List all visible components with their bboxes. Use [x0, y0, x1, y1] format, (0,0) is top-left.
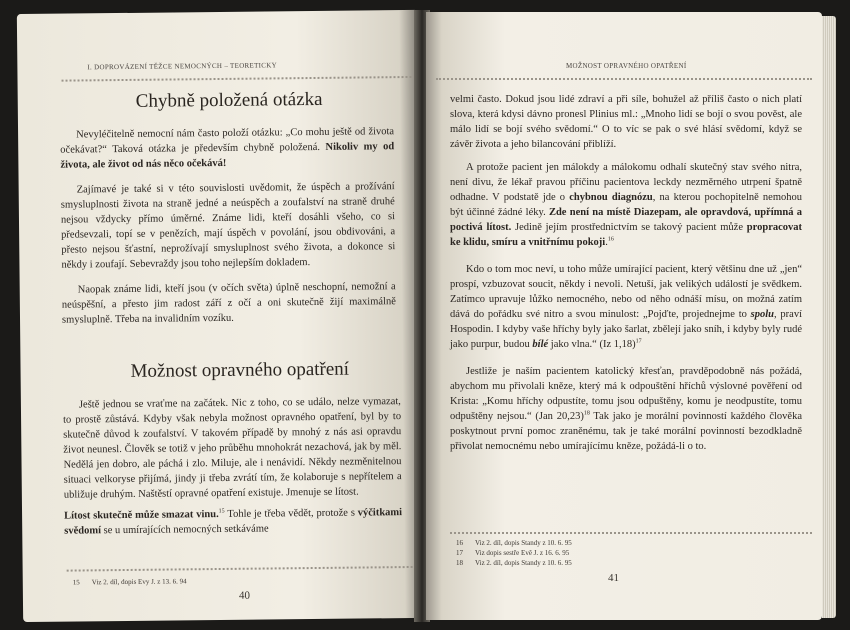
page-number: 40 — [238, 589, 250, 602]
left-text-block-1 — [60, 124, 396, 327]
paragraph: Naopak známe lidi, kteří jsou (v očích světa) úplně neschopní, nemožní a neúspěšní, a přesto jim radost září z očí a oni skutečně žijí maximálně smysluplně. Třeba na invalidním vozíku. — [61, 281, 396, 326]
footnote: 15 Viz 2. díl, dopis Evy J. z 13. 6. 94 — [72, 577, 187, 587]
footnotes-left — [73, 576, 187, 587]
footnotes-right — [456, 538, 572, 568]
emphasis-text: Zde není na místě Diazepam, ale opravdová, upřímná a poctivá lítost. — [450, 207, 802, 233]
paragraph: Ještě jednou se vraťme na začátek. Nic z toho, co se událo, nelze vymazat, to prostě zůstává. Kdyby však nebyla možnost opravného opatření, byl by to skutečně důvod k zoufalství. V takovém případě by mnohý z nás asi opravdu život neunesl. Člověk se totiž v jeho průběhu mnohokrát nezachová, jak by měl. Nedělá jen dobro, ale páchá i zlo. Miluje, ale i nenávidí. Někdy nezměnitelnou situaci velkoryse přijímá, jindy ji třeba zvrátí tím, že kolaboruje s nepřítelem a ubližuje druhým. Naštěstí opravné opatření existuje. Jmenuje se lítost. — [63, 396, 402, 501]
emphasis-text: chybnou diagnózu — [569, 192, 653, 203]
footnote-ref[interactable]: 16 — [607, 236, 614, 243]
emphasis-text: bílé — [532, 339, 549, 350]
running-head-right: MOŽNOST OPRAVNÉHO OPATŘENÍ — [566, 62, 687, 70]
footnote-ref[interactable]: 15 — [218, 508, 225, 515]
footnote-ref[interactable]: 17 — [635, 338, 642, 345]
paragraph: Zajímavé je také si v této souvislosti uvědomit, že úspěch a prožívání smysluplnosti života na straně jedné a neúspěch a zoufalství na straně druhé nejsou vždycky přímo úměrné. Známe lidi, kteří dosáhli všeho, co si předsevzali, topí se v penězích, mají úspěch v povolání, jsou obdivováni, a přesto nejsou šťastní, neprožívají smysluplnost svého života, a dokonce si někdy i zoufají. Sebevraždy jsou toho nejlepším dokladem. — [60, 181, 396, 271]
emphasis-text: výčitkami svědomí — [64, 507, 403, 537]
footnote-ref[interactable]: 18 — [583, 410, 590, 417]
paragraph: Jestliže je naším pacientem katolický křesťan, pravděpodobně nás požádá, abychom mu přivolali kněze, který má k odpouštění hříchů výslovné pověření od Krista: „Komu hříchy odpustíte, tomu jsou odpuštěny, komu je neodpustíte, tomu odpuštěny nejsou.“ (Jan 20,23)$^{18}$ Tak jako je morální povinností každého člověka poskytnout první pomoc zraněnému, tak je také morální povinností bezodkladně přivolat nemocnému nebo umírajícímu kněze, požádá-li o to. — [450, 366, 802, 452]
section-heading: Možnost opravného opatření — [130, 358, 350, 382]
emphasis-text: Nikoliv my od života, ale život od nás něco očekává! — [60, 141, 395, 171]
left-page — [17, 10, 421, 622]
page-edges — [822, 16, 836, 618]
paragraph: A protože pacient jen málokdy a málokomu odhalí skutečný stav svého nitra, není divu, že lékař pravou příčinu pacientova leckdy nezměrného utrpení špatně odhadne. V podstatě jde o chybnou diagnózu, na kterou pochopitelně nemohou být účinné žádné léky. Zde není na místě Diazepam, ale opravdová, upřímná a poctivá lítost. Jedině jejím prostřednictvím se takový pacient může propracovat ke klidu, smíru a vnitřnímu pokoji.$^{16}$ — [450, 162, 803, 248]
paragraph: Lítost skutečně může smazat vinu.$^{15}$ Tohle je třeba vědět, protože s výčitkami svědomí se u umírajících nemocných setkáváme — [64, 507, 403, 537]
header-dotted-rule — [436, 78, 812, 80]
page-number: 41 — [608, 572, 619, 584]
header-dotted-rule — [62, 76, 412, 82]
footnote: 18 Viz 2. díl, dopis Standy z 10. 6. 95 — [456, 559, 572, 567]
footnote: 16 Viz 2. díl, dopis Standy z 10. 6. 95 — [456, 539, 572, 547]
emphasis-text: propracovat ke klidu, smíru a vnitřnímu pokoji — [450, 222, 803, 248]
footnote: 17 Viz dopis sestře Evě J. z 16. 6. 95 — [456, 549, 570, 557]
footnote-dotted-rule — [67, 566, 417, 572]
paragraph: velmi často. Dokud jsou lidé zdraví a při síle, bohužel až příliš často o nich platí slova, která kdysi dávno pronesl Plinius ml.: „Mnoho lidí se bojí o svou pověst, ale málo lidí se bojí svého svědomí.“ O to víc se pak o své hlásí svědomí, když se závěr života a jeho bilancování přiblíží. — [450, 94, 802, 150]
footnote-dotted-rule — [450, 532, 812, 534]
paragraph: Kdo o tom moc neví, u toho může umírající pacient, který většinu dne už „jen“ prospí, vzbuzovat soucit, někdy i nevoli. Netuší, jak velikých událostí je svědkem. Zatímco upravuje lůžko nemocného, nebo od něho odnáší mísu, on možná zatím dává do pořádku své nitro a svou minulost: „Pojďte, projednejme to spolu, praví Hospodin. I kdyby vaše hříchy byly jako šarlat, zbělejí jako sníh, i kdyby byly rudé jako purpur, budou bílé jako vlna.“ (Iz 1,18)$^{17}$ — [450, 264, 802, 350]
emphasis-text: Lítost skutečně může smazat vinu. — [64, 509, 219, 522]
right-page — [426, 12, 822, 620]
right-text-block — [450, 92, 802, 454]
section-heading: Chybně položená otázka — [135, 88, 323, 112]
emphasis-text: spolu — [750, 309, 775, 320]
left-text-block-2 — [63, 394, 402, 539]
paragraph: Nevyléčitelně nemocní nám často položí otázku: „Co mohu ještě od života očekávat?“ Taková otázka je především chybně položená. Nikoliv my od života, ale život od nás něco očekává! — [60, 126, 395, 171]
running-head-left: I. DOPROVÁZENÍ TĚŽCE NEMOCNÝCH – TEORETICKY — [87, 61, 277, 72]
